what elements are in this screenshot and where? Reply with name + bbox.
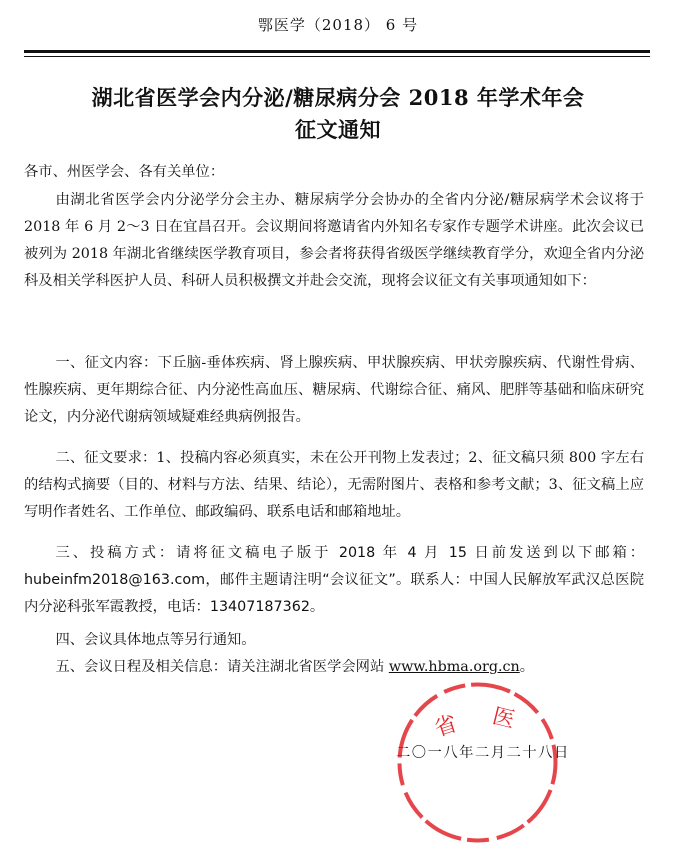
section-submission-requirements: 二、征文要求：1、投稿内容必须真实，未在公开刊物上发表过；2、征文稿只须 800 字左右的结构式摘要（目的、材料与方法、结果、结论），无需附图片、表格和参考文献；3、征文稿上应写明作者姓名、工作单位、邮政编码、联系电话和邮箱地址。 — [24, 450, 644, 520]
section-submission-topics: 一、征文内容：下丘脑-垂体疾病、肾上腺疾病、甲状腺疾病、甲状旁腺疾病、代谢性骨病、性腺疾病、更年期综合征、内分泌性高血压、糖尿病、代谢综合征、痛风、肥胖等基础和临床研究论文，内分泌代谢病领域疑难经典病例报告。 — [24, 355, 644, 425]
section-venue-notice: 四、会议具体地点等另行通知。 — [55, 632, 256, 648]
issue-date: 二〇一八年二月二十八日 — [396, 745, 570, 761]
header-rule-thick — [24, 50, 650, 53]
section-submission-method — [24, 540, 644, 621]
submission-method-text: 三、投稿方式：请将征文稿电子版于 2018 年 4 月 15 日前发送到以下邮箱： — [55, 545, 644, 561]
official-seal — [390, 675, 565, 850]
document-number: 鄂医学（2018） 6 号 — [257, 16, 419, 34]
salutation: 各市、州医学会、各有关单位： — [24, 164, 225, 180]
seal-character: 医 — [489, 703, 518, 734]
schedule-info-text: 五、会议日程及相关信息：请关注湖北省医学会网站 — [55, 659, 389, 675]
document-title: 湖北省医学会内分泌/糖尿病分会 2018 年学术年会 — [91, 85, 585, 110]
website-link[interactable]: www.hbma.org.cn — [388, 659, 520, 675]
schedule-info-end: 。 — [519, 659, 535, 675]
intro-paragraph: 由湖北省医学会内分泌学分会主办、糖尿病学分会协办的全省内分泌/糖尿病学术会议将于 2018 年 6 月 2～3 日在宜昌召开。会议期间将邀请省内外知名专家作专题学术讲座。此次会议已被列为 2018 年湖北省继续医学教育项目，参会者将获得省级医学继续教育学分，欢迎全省内分泌科及相关学科医护人员、科研人员积极撰文并赴会交流，现将会议征文有关事项通知如下： — [24, 192, 644, 289]
seal-character: 省 — [431, 711, 461, 743]
submission-contact-text: ，邮件主题请注明“会议征文”。联系人：中国人民解放军武汉总医院内分泌科张军霞教授，电话：13407187362。 — [24, 572, 644, 615]
submission-email[interactable]: hubeinfm2018@163.com — [24, 572, 206, 588]
document-subtitle: 征文通知 — [295, 117, 381, 142]
header-rule-thin — [24, 56, 650, 57]
